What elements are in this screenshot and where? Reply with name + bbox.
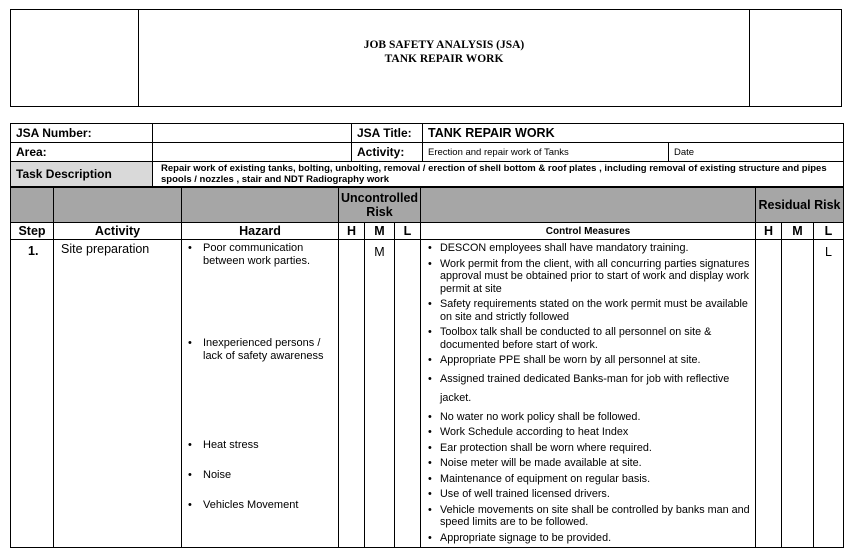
col-uncontrolled-h: H [339,223,365,240]
hazard-item: • Vehicles Movement [183,499,337,512]
document-title [139,38,749,66]
control-item: • No water no work policy shall be followed. [427,411,752,424]
area-label: Area: [11,143,153,162]
col-residual-m: M [782,223,814,240]
activity-value: Erection and repair work of Tanks [423,143,669,162]
step-number: 1. [11,240,54,548]
control-item: • Appropriate PPE shall be worn by all personnel at site. [427,354,752,367]
task-description-value: Repair work of existing tanks, bolting, unbolting, removal / erection of shell bottom & roof plates , including removal of existing structure and pipes spools / nozzles , stair and NDT Radiography work [153,162,844,187]
hazard-item: • Poor communication between work parties. [183,242,337,337]
title-line-1: JOB SAFETY ANALYSIS (JSA) [363,39,525,51]
control-item: • Vehicle movements on site shall be controlled by banks man and speed limits are to be followed. [427,504,752,529]
jsa-title-label: JSA Title: [352,124,423,143]
control-item: • Safety requirements stated on the work permit must be available on site and strictly followed [427,298,752,323]
task-description-label: Task Description [11,162,153,187]
col-residual-l: L [814,223,844,240]
residual-m-cell [782,240,814,548]
document-header [10,9,842,107]
col-hazard: Hazard [182,223,339,240]
step-header-band [11,188,54,223]
risk-assessment-table [10,187,844,548]
uncontrolled-l-cell [395,240,421,548]
jsa-info-table [10,123,844,187]
hazard-list [183,242,337,512]
activity-cell: Site preparation [54,240,182,548]
hazard-item: • Inexperienced persons / lack of safety awareness [183,337,337,439]
hazard-item: • Heat stress [183,439,337,469]
residual-h-cell [756,240,782,548]
control-item: • Assigned trained dedicated Banks-man for job with reflective jacket. [427,370,752,408]
control-item: • Ear protection shall be worn where required. [427,442,752,455]
control-item: • Noise meter will be made available at site. [427,457,752,470]
col-residual-h: H [756,223,782,240]
activity-label: Activity: [352,143,423,162]
residual-risk-header: Residual Risk [756,188,844,223]
control-header-band [421,188,756,223]
control-item: • Maintenance of equipment on regular basis. [427,473,752,486]
header-logo-cell [11,10,139,106]
jsa-number-field[interactable] [153,124,352,143]
hazard-header-band [182,188,339,223]
date-label: Date [669,143,844,162]
control-item: • Work permit from the client, with all concurring parties signatures approval must be obtained prior to start of work and display work permit at site [427,258,752,296]
activity-header-band [54,188,182,223]
col-control-measures: Control Measures [421,223,756,240]
uncontrolled-risk-header: Uncontrolled Risk [339,188,421,223]
uncontrolled-m-cell: M [365,240,395,548]
hazard-item: • Noise [183,469,337,499]
control-measures-cell [421,240,756,548]
table-row [11,240,844,548]
control-item: • DESCON employees shall have mandatory training. [427,242,752,255]
residual-l-cell: L [814,240,844,548]
control-item: • Work Schedule according to heat Index [427,426,752,439]
col-step: Step [11,223,54,240]
control-item: • Use of well trained licensed drivers. [427,488,752,501]
title-line-2: TANK REPAIR WORK [384,53,504,65]
col-uncontrolled-l: L [395,223,421,240]
area-field[interactable] [153,143,352,162]
control-item: • Toolbox talk shall be conducted to all personnel on site & documented before start of work. [427,326,752,351]
header-right-cell [749,10,841,106]
control-item: • Appropriate signage to be provided. [427,532,752,545]
jsa-title-value: TANK REPAIR WORK [423,124,844,143]
control-measures-list [427,242,752,544]
hazard-cell [182,240,339,548]
uncontrolled-h-cell [339,240,365,548]
col-activity: Activity [54,223,182,240]
col-uncontrolled-m: M [365,223,395,240]
jsa-number-label: JSA Number: [11,124,153,143]
